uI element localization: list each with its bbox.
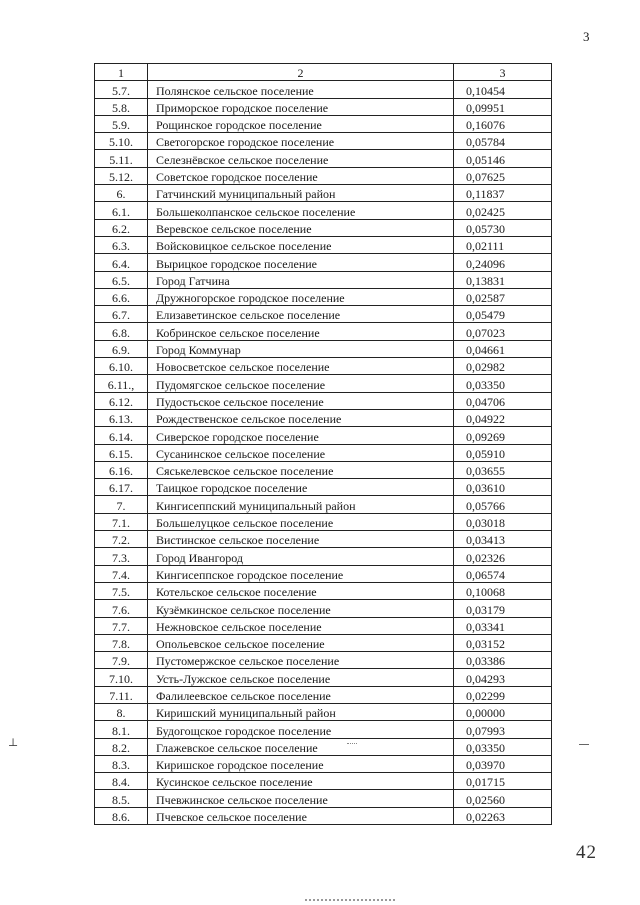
row-number-cell: 7.3. (95, 548, 148, 565)
row-name-cell: Большеколпанское сельское поселение (148, 202, 454, 219)
row-name-cell: Пудостьское сельское поселение (148, 392, 454, 409)
table-row (95, 634, 552, 651)
row-name-cell: Светогорское городское поселение (148, 133, 454, 150)
row-name-cell: Сяськелевское сельское поселение (148, 461, 454, 478)
row-number-cell: 6.3. (95, 236, 148, 253)
row-number-cell: 7.10. (95, 669, 148, 686)
row-value-cell: 0,02982 (454, 358, 552, 375)
row-value-cell: 0,13831 (454, 271, 552, 288)
row-number-cell: 6.1. (95, 202, 148, 219)
row-name-cell: Пудомягское сельское поселение (148, 375, 454, 392)
table-row (95, 288, 552, 305)
table-row (95, 202, 552, 219)
row-number-cell: 7.1. (95, 513, 148, 530)
row-number-cell: 6.2. (95, 219, 148, 236)
row-number-cell: 8. (95, 703, 148, 720)
margin-mark: ⊥ (8, 737, 19, 749)
row-number-cell: 6.13. (95, 409, 148, 426)
row-name-cell: Большелуцкое сельское поселение (148, 513, 454, 530)
row-value-cell: 0,01715 (454, 773, 552, 790)
row-number-cell: 6.12. (95, 392, 148, 409)
row-value-cell: 0,02326 (454, 548, 552, 565)
row-number-cell: 7.2. (95, 531, 148, 548)
row-name-cell: Нежновское сельское поселение (148, 617, 454, 634)
row-name-cell: Дружногорское городское поселение (148, 288, 454, 305)
data-table (94, 63, 552, 825)
row-number-cell: 5.11. (95, 150, 148, 167)
row-number-cell: 7.8. (95, 634, 148, 651)
row-number-cell: 8.1. (95, 721, 148, 738)
table-row (95, 582, 552, 599)
row-name-cell: Будогощское городское поселение (148, 721, 454, 738)
table-row (95, 496, 552, 513)
scan-smudge (347, 743, 357, 744)
stamp-number: 42 (576, 842, 597, 863)
row-name-cell: Новосветское сельское поселение (148, 358, 454, 375)
row-name-cell: Советское городское поселение (148, 167, 454, 184)
row-name-cell: Приморское городское поселение (148, 98, 454, 115)
row-number-cell: 6.17. (95, 479, 148, 496)
row-number-cell: 6.8. (95, 323, 148, 340)
table-row (95, 531, 552, 548)
table-header-row (95, 64, 552, 81)
row-name-cell: Веревское сельское поселение (148, 219, 454, 236)
row-name-cell: Сусанинское сельское поселение (148, 444, 454, 461)
table-row (95, 150, 552, 167)
row-name-cell: Полянское сельское поселение (148, 81, 454, 98)
row-number-cell: 7.9. (95, 652, 148, 669)
row-number-cell: 7.7. (95, 617, 148, 634)
row-number-cell: 7.5. (95, 582, 148, 599)
row-value-cell: 0,02587 (454, 288, 552, 305)
row-name-cell: Войсковицкое сельское поселение (148, 236, 454, 253)
table-row (95, 323, 552, 340)
table-row (95, 167, 552, 184)
row-value-cell: 0,03350 (454, 375, 552, 392)
table-row (95, 807, 552, 824)
row-number-cell: 6.9. (95, 340, 148, 357)
row-value-cell: 0,07993 (454, 721, 552, 738)
row-value-cell: 0,04661 (454, 340, 552, 357)
row-name-cell: Кингисеппское городское поселение (148, 565, 454, 582)
row-name-cell: Рощинское городское поселение (148, 115, 454, 132)
table-row (95, 185, 552, 202)
row-value-cell: 0,24096 (454, 254, 552, 271)
row-name-cell: Елизаветинское сельское поселение (148, 306, 454, 323)
table-row (95, 669, 552, 686)
row-value-cell: 0,11837 (454, 185, 552, 202)
row-value-cell: 0,03655 (454, 461, 552, 478)
row-name-cell: Кузёмкинское сельское поселение (148, 600, 454, 617)
page-number: 3 (583, 29, 590, 44)
table-row (95, 306, 552, 323)
row-number-cell: 6. (95, 185, 148, 202)
row-number-cell: 5.9. (95, 115, 148, 132)
row-number-cell: 6.15. (95, 444, 148, 461)
row-name-cell: Город Гатчина (148, 271, 454, 288)
row-name-cell: Опольевское сельское поселение (148, 634, 454, 651)
row-value-cell: 0,16076 (454, 115, 552, 132)
row-number-cell: 8.6. (95, 807, 148, 824)
table-row (95, 461, 552, 478)
row-number-cell: 7.11. (95, 686, 148, 703)
row-name-cell: Сиверское городское поселение (148, 427, 454, 444)
row-value-cell: 0,07625 (454, 167, 552, 184)
row-name-cell: Таицкое городское поселение (148, 479, 454, 496)
row-number-cell: 6.4. (95, 254, 148, 271)
row-value-cell: 0,05910 (454, 444, 552, 461)
table-row (95, 81, 552, 98)
row-number-cell: 6.7. (95, 306, 148, 323)
row-value-cell: 0,02299 (454, 686, 552, 703)
margin-dash (579, 744, 589, 745)
row-name-cell: Город Коммунар (148, 340, 454, 357)
row-number-cell: 5.12. (95, 167, 148, 184)
row-number-cell: 6.14. (95, 427, 148, 444)
row-name-cell: Селезнёвское сельское поселение (148, 150, 454, 167)
row-name-cell: Кингисеппский муниципальный район (148, 496, 454, 513)
table-row (95, 790, 552, 807)
table-body (95, 81, 552, 825)
row-value-cell: 0,10068 (454, 582, 552, 599)
row-value-cell: 0,06574 (454, 565, 552, 582)
row-value-cell: 0,09951 (454, 98, 552, 115)
table-row (95, 444, 552, 461)
scan-bottom-strip (305, 899, 395, 901)
row-value-cell: 0,03610 (454, 479, 552, 496)
row-value-cell: 0,10454 (454, 81, 552, 98)
row-value-cell: 0,02560 (454, 790, 552, 807)
table-row (95, 115, 552, 132)
row-name-cell: Пчевжинское сельское поселение (148, 790, 454, 807)
table-row (95, 773, 552, 790)
row-name-cell: Рождественское сельское поселение (148, 409, 454, 426)
row-value-cell: 0,04293 (454, 669, 552, 686)
row-value-cell: 0,05730 (454, 219, 552, 236)
row-name-cell: Пустомержское сельское поселение (148, 652, 454, 669)
row-name-cell: Усть-Лужское сельское поселение (148, 669, 454, 686)
row-value-cell: 0,00000 (454, 703, 552, 720)
row-value-cell: 0,07023 (454, 323, 552, 340)
row-name-cell: Город Ивангород (148, 548, 454, 565)
row-value-cell: 0,03970 (454, 755, 552, 772)
row-number-cell: 5.8. (95, 98, 148, 115)
row-value-cell: 0,03350 (454, 738, 552, 755)
table-row (95, 652, 552, 669)
table-row (95, 755, 552, 772)
table-row (95, 392, 552, 409)
row-number-cell: 8.3. (95, 755, 148, 772)
row-value-cell: 0,05146 (454, 150, 552, 167)
table-row (95, 219, 552, 236)
row-name-cell: Киришское городское поселение (148, 755, 454, 772)
row-number-cell: 5.7. (95, 81, 148, 98)
header-col-3: 3 (454, 64, 552, 81)
row-value-cell: 0,04922 (454, 409, 552, 426)
table-row (95, 686, 552, 703)
row-number-cell: 8.5. (95, 790, 148, 807)
row-name-cell: Фалилеевское сельское поселение (148, 686, 454, 703)
row-name-cell: Котельское сельское поселение (148, 582, 454, 599)
row-value-cell: 0,03179 (454, 600, 552, 617)
row-number-cell: 7. (95, 496, 148, 513)
row-name-cell: Гатчинский муниципальный район (148, 185, 454, 202)
table-row (95, 513, 552, 530)
row-value-cell: 0,04706 (454, 392, 552, 409)
row-number-cell: 8.4. (95, 773, 148, 790)
row-value-cell: 0,02425 (454, 202, 552, 219)
table-row (95, 479, 552, 496)
row-value-cell: 0,09269 (454, 427, 552, 444)
row-name-cell: Глажевское сельское поселение (148, 738, 454, 755)
header-col-1: 1 (95, 64, 148, 81)
row-value-cell: 0,05479 (454, 306, 552, 323)
row-value-cell: 0,03152 (454, 634, 552, 651)
row-value-cell: 0,05766 (454, 496, 552, 513)
table-row (95, 721, 552, 738)
table-row (95, 358, 552, 375)
table-row (95, 548, 552, 565)
table-row (95, 427, 552, 444)
row-number-cell: 7.6. (95, 600, 148, 617)
table-row (95, 271, 552, 288)
table-row (95, 617, 552, 634)
row-value-cell: 0,03341 (454, 617, 552, 634)
table-row (95, 600, 552, 617)
row-name-cell: Вистинское сельское поселение (148, 531, 454, 548)
row-number-cell: 6.10. (95, 358, 148, 375)
table-row (95, 98, 552, 115)
row-name-cell: Кусинское сельское поселение (148, 773, 454, 790)
row-name-cell: Пчевское сельское поселение (148, 807, 454, 824)
row-name-cell: Кобринское сельское поселение (148, 323, 454, 340)
table-row (95, 254, 552, 271)
row-value-cell: 0,03018 (454, 513, 552, 530)
table-row (95, 738, 552, 755)
row-number-cell: 7.4. (95, 565, 148, 582)
table-row (95, 375, 552, 392)
row-value-cell: 0,02263 (454, 807, 552, 824)
row-number-cell: 8.2. (95, 738, 148, 755)
table-row (95, 409, 552, 426)
table-row (95, 703, 552, 720)
table-row (95, 340, 552, 357)
row-number-cell: 5.10. (95, 133, 148, 150)
table-row (95, 133, 552, 150)
row-value-cell: 0,03413 (454, 531, 552, 548)
row-name-cell: Вырицкое городское поселение (148, 254, 454, 271)
table-row (95, 565, 552, 582)
row-number-cell: 6.16. (95, 461, 148, 478)
header-col-2: 2 (148, 64, 454, 81)
row-value-cell: 0,03386 (454, 652, 552, 669)
row-number-cell: 6.5. (95, 271, 148, 288)
row-number-cell: 6.6. (95, 288, 148, 305)
row-name-cell: Киришский муниципальный район (148, 703, 454, 720)
row-value-cell: 0,05784 (454, 133, 552, 150)
table-row (95, 236, 552, 253)
row-value-cell: 0,02111 (454, 236, 552, 253)
row-number-cell: 6.11., (95, 375, 148, 392)
